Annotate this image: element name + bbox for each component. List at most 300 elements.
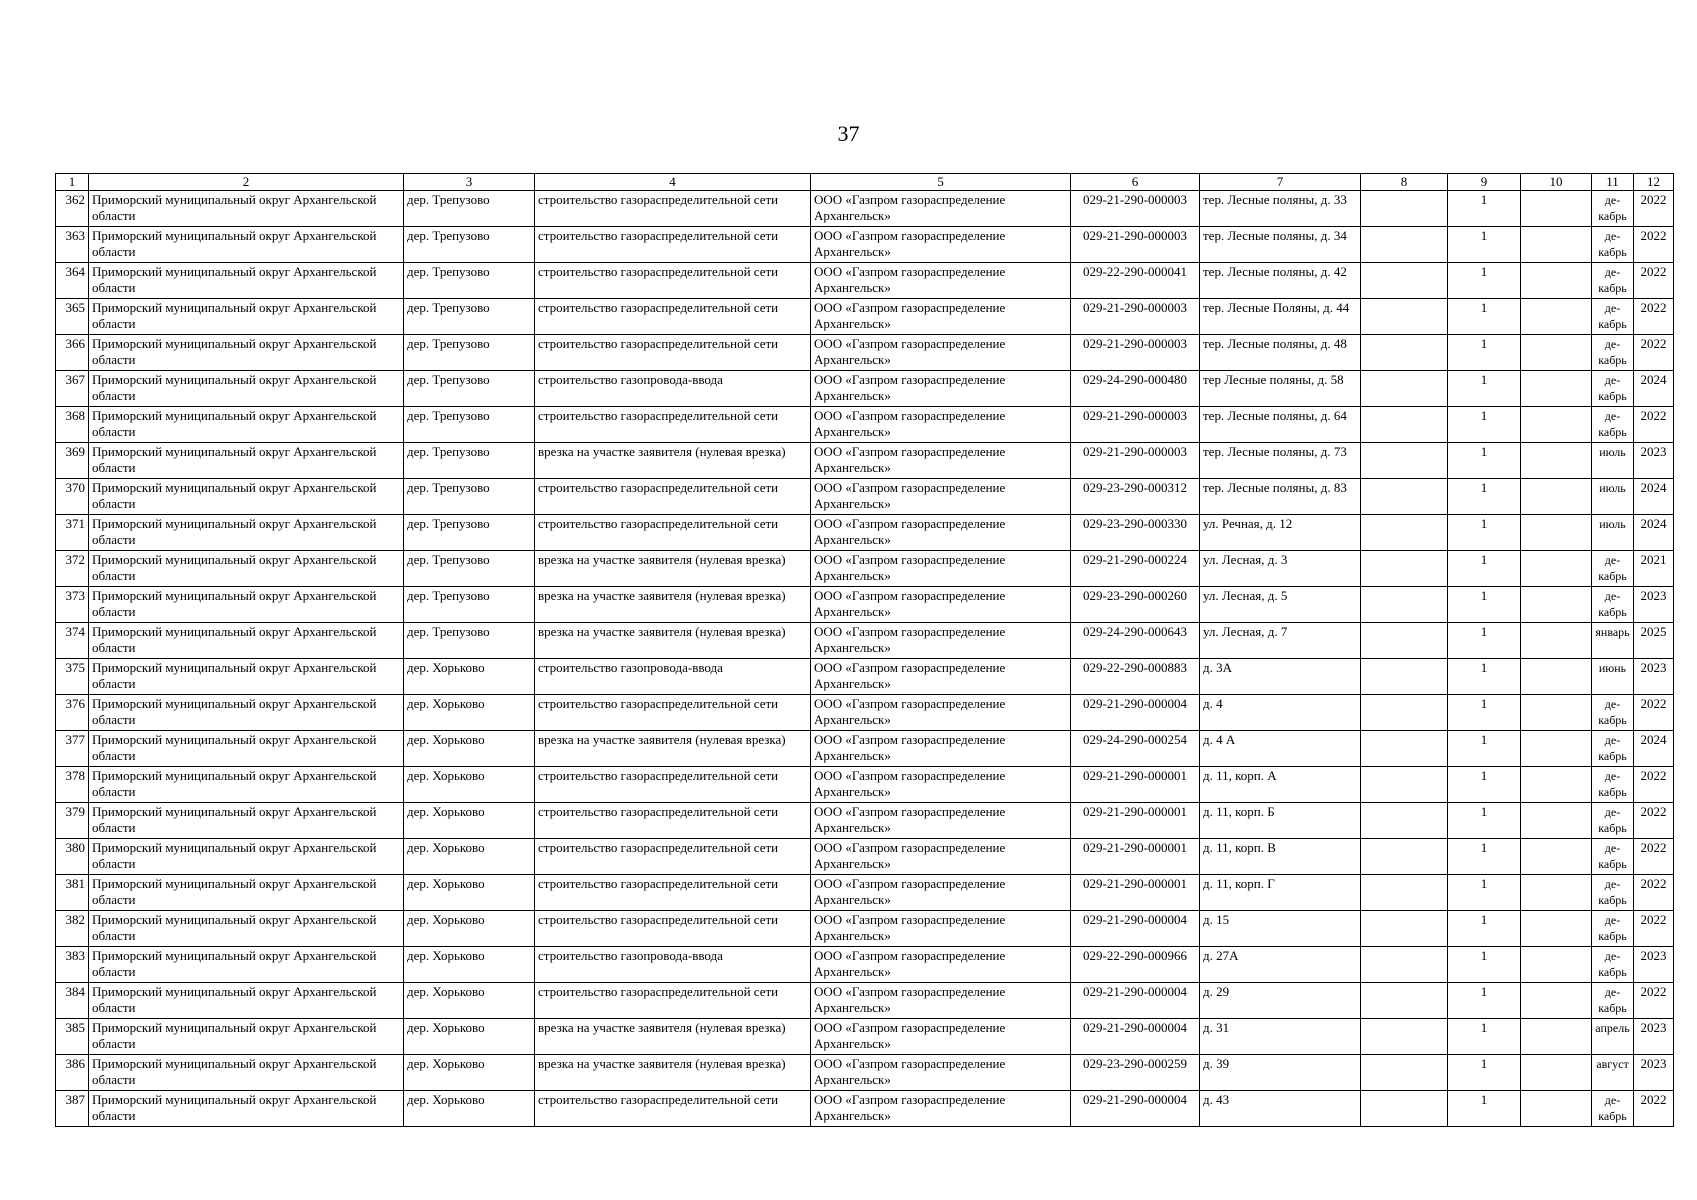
table-body xyxy=(56,191,1674,1127)
cell-address: д. 11, корп. В xyxy=(1200,839,1361,875)
cell-settlement: дер. Трепузово xyxy=(404,407,535,443)
cell-year: 2022 xyxy=(1634,983,1674,1019)
table-row xyxy=(56,587,1674,623)
cell-row-number: 373 xyxy=(56,587,89,623)
cell-month: де-кабрь xyxy=(1592,947,1634,983)
table-row xyxy=(56,371,1674,407)
cell-row-number: 378 xyxy=(56,767,89,803)
cell-month: де-кабрь xyxy=(1592,803,1634,839)
cell-month: январь xyxy=(1592,623,1634,659)
cell-settlement: дер. Хорьково xyxy=(404,983,535,1019)
cell-organization: ООО «Газпром газораспределение Архангельск» xyxy=(811,443,1071,479)
cell-year: 2022 xyxy=(1634,263,1674,299)
cell-col-10 xyxy=(1521,803,1592,839)
cell-settlement: дер. Хорьково xyxy=(404,731,535,767)
cell-settlement: дер. Трепузово xyxy=(404,191,535,227)
cell-organization: ООО «Газпром газораспределение Архангельск» xyxy=(811,911,1071,947)
cell-quantity: 1 xyxy=(1448,551,1521,587)
cell-organization: ООО «Газпром газораспределение Архангельск» xyxy=(811,947,1071,983)
cell-quantity: 1 xyxy=(1448,1055,1521,1091)
cell-contract-number: 029-21-290-000001 xyxy=(1071,839,1200,875)
cell-contract-number: 029-21-290-000001 xyxy=(1071,803,1200,839)
cell-address: ул. Речная, д. 12 xyxy=(1200,515,1361,551)
cell-col-8 xyxy=(1361,407,1448,443)
cell-address: ул. Лесная, д. 3 xyxy=(1200,551,1361,587)
cell-address: д. 4 xyxy=(1200,695,1361,731)
cell-col-10 xyxy=(1521,767,1592,803)
cell-year: 2022 xyxy=(1634,911,1674,947)
cell-address: д. 43 xyxy=(1200,1091,1361,1127)
cell-month: апрель xyxy=(1592,1019,1634,1055)
cell-municipality: Приморский муниципальный округ Архангельской области xyxy=(89,731,404,767)
cell-municipality: Приморский муниципальный округ Архангельской области xyxy=(89,443,404,479)
cell-settlement: дер. Трепузово xyxy=(404,299,535,335)
cell-address: тер. Лесные поляны, д. 83 xyxy=(1200,479,1361,515)
cell-quantity: 1 xyxy=(1448,335,1521,371)
cell-row-number: 362 xyxy=(56,191,89,227)
cell-col-10 xyxy=(1521,371,1592,407)
table-row xyxy=(56,407,1674,443)
table-row xyxy=(56,659,1674,695)
cell-col-8 xyxy=(1361,335,1448,371)
cell-month: де-кабрь xyxy=(1592,767,1634,803)
cell-address: тер. Лесные поляны, д. 64 xyxy=(1200,407,1361,443)
cell-contract-number: 029-21-290-000003 xyxy=(1071,227,1200,263)
cell-quantity: 1 xyxy=(1448,911,1521,947)
cell-quantity: 1 xyxy=(1448,983,1521,1019)
cell-row-number: 374 xyxy=(56,623,89,659)
table-row xyxy=(56,1091,1674,1127)
cell-row-number: 385 xyxy=(56,1019,89,1055)
cell-row-number: 375 xyxy=(56,659,89,695)
cell-organization: ООО «Газпром газораспределение Архангельск» xyxy=(811,191,1071,227)
cell-year: 2022 xyxy=(1634,407,1674,443)
cell-address: тер. Лесные Поляны, д. 44 xyxy=(1200,299,1361,335)
cell-col-8 xyxy=(1361,515,1448,551)
cell-month: де-кабрь xyxy=(1592,299,1634,335)
cell-col-10 xyxy=(1521,1091,1592,1127)
cell-municipality: Приморский муниципальный округ Архангельской области xyxy=(89,227,404,263)
cell-municipality: Приморский муниципальный округ Архангельской области xyxy=(89,659,404,695)
cell-organization: ООО «Газпром газораспределение Архангельск» xyxy=(811,299,1071,335)
column-header-12: 12 xyxy=(1634,174,1674,191)
cell-year: 2023 xyxy=(1634,659,1674,695)
table-row xyxy=(56,551,1674,587)
cell-row-number: 367 xyxy=(56,371,89,407)
cell-organization: ООО «Газпром газораспределение Архангельск» xyxy=(811,731,1071,767)
cell-organization: ООО «Газпром газораспределение Архангельск» xyxy=(811,1019,1071,1055)
cell-address: тер. Лесные поляны, д. 34 xyxy=(1200,227,1361,263)
cell-contract-number: 029-21-290-000004 xyxy=(1071,1091,1200,1127)
cell-settlement: дер. Трепузово xyxy=(404,587,535,623)
table-row xyxy=(56,191,1674,227)
cell-contract-number: 029-23-290-000259 xyxy=(1071,1055,1200,1091)
cell-address: ул. Лесная, д. 7 xyxy=(1200,623,1361,659)
cell-contract-number: 029-23-290-000260 xyxy=(1071,587,1200,623)
cell-settlement: дер. Хорьково xyxy=(404,947,535,983)
cell-quantity: 1 xyxy=(1448,947,1521,983)
cell-col-8 xyxy=(1361,983,1448,1019)
cell-quantity: 1 xyxy=(1448,1019,1521,1055)
cell-organization: ООО «Газпром газораспределение Архангельск» xyxy=(811,371,1071,407)
cell-work-type: врезка на участке заявителя (нулевая врезка) xyxy=(535,731,811,767)
cell-municipality: Приморский муниципальный округ Архангельской области xyxy=(89,335,404,371)
table-row xyxy=(56,947,1674,983)
cell-contract-number: 029-22-290-000041 xyxy=(1071,263,1200,299)
cell-col-10 xyxy=(1521,407,1592,443)
cell-organization: ООО «Газпром газораспределение Архангельск» xyxy=(811,839,1071,875)
cell-municipality: Приморский муниципальный округ Архангельской области xyxy=(89,1055,404,1091)
cell-contract-number: 029-24-290-000643 xyxy=(1071,623,1200,659)
cell-row-number: 364 xyxy=(56,263,89,299)
cell-quantity: 1 xyxy=(1448,263,1521,299)
cell-address: д. 31 xyxy=(1200,1019,1361,1055)
cell-month: де-кабрь xyxy=(1592,1091,1634,1127)
cell-year: 2022 xyxy=(1634,839,1674,875)
cell-quantity: 1 xyxy=(1448,227,1521,263)
cell-col-8 xyxy=(1361,1019,1448,1055)
cell-year: 2021 xyxy=(1634,551,1674,587)
cell-row-number: 379 xyxy=(56,803,89,839)
cell-col-8 xyxy=(1361,767,1448,803)
cell-month: де-кабрь xyxy=(1592,875,1634,911)
cell-organization: ООО «Газпром газораспределение Архангельск» xyxy=(811,227,1071,263)
cell-municipality: Приморский муниципальный округ Архангельской области xyxy=(89,695,404,731)
cell-contract-number: 029-23-290-000312 xyxy=(1071,479,1200,515)
cell-col-8 xyxy=(1361,479,1448,515)
cell-month: де-кабрь xyxy=(1592,407,1634,443)
column-header-10: 10 xyxy=(1521,174,1592,191)
cell-work-type: строительство газораспределительной сети xyxy=(535,227,811,263)
cell-address: тер. Лесные поляны, д. 73 xyxy=(1200,443,1361,479)
cell-month: де-кабрь xyxy=(1592,983,1634,1019)
cell-address: д. 11, корп. А xyxy=(1200,767,1361,803)
cell-quantity: 1 xyxy=(1448,1091,1521,1127)
cell-col-10 xyxy=(1521,191,1592,227)
cell-organization: ООО «Газпром газораспределение Архангельск» xyxy=(811,983,1071,1019)
cell-quantity: 1 xyxy=(1448,623,1521,659)
table-row xyxy=(56,695,1674,731)
cell-col-10 xyxy=(1521,443,1592,479)
cell-municipality: Приморский муниципальный округ Архангельской области xyxy=(89,191,404,227)
column-header-1: 1 xyxy=(56,174,89,191)
cell-organization: ООО «Газпром газораспределение Архангельск» xyxy=(811,695,1071,731)
cell-work-type: врезка на участке заявителя (нулевая врезка) xyxy=(535,1019,811,1055)
cell-col-10 xyxy=(1521,947,1592,983)
cell-contract-number: 029-21-290-000004 xyxy=(1071,1019,1200,1055)
cell-quantity: 1 xyxy=(1448,407,1521,443)
cell-col-8 xyxy=(1361,947,1448,983)
cell-address: тер Лесные поляны, д. 58 xyxy=(1200,371,1361,407)
cell-settlement: дер. Хорьково xyxy=(404,1091,535,1127)
cell-year: 2022 xyxy=(1634,1091,1674,1127)
cell-organization: ООО «Газпром газораспределение Архангельск» xyxy=(811,407,1071,443)
cell-col-10 xyxy=(1521,839,1592,875)
cell-settlement: дер. Трепузово xyxy=(404,623,535,659)
cell-settlement: дер. Хорьково xyxy=(404,911,535,947)
table-row xyxy=(56,443,1674,479)
cell-col-8 xyxy=(1361,1091,1448,1127)
cell-address: д. 29 xyxy=(1200,983,1361,1019)
cell-quantity: 1 xyxy=(1448,839,1521,875)
cell-quantity: 1 xyxy=(1448,443,1521,479)
cell-row-number: 380 xyxy=(56,839,89,875)
table-row xyxy=(56,1055,1674,1091)
cell-year: 2024 xyxy=(1634,731,1674,767)
cell-col-8 xyxy=(1361,623,1448,659)
cell-year: 2024 xyxy=(1634,479,1674,515)
cell-col-8 xyxy=(1361,1055,1448,1091)
page-number: 37 xyxy=(837,121,860,146)
cell-organization: ООО «Газпром газораспределение Архангельск» xyxy=(811,659,1071,695)
cell-contract-number: 029-22-290-000966 xyxy=(1071,947,1200,983)
cell-address: д. 4 А xyxy=(1200,731,1361,767)
table-row xyxy=(56,623,1674,659)
cell-work-type: строительство газораспределительной сети xyxy=(535,407,811,443)
cell-settlement: дер. Трепузово xyxy=(404,335,535,371)
cell-col-10 xyxy=(1521,731,1592,767)
cell-quantity: 1 xyxy=(1448,371,1521,407)
cell-work-type: строительство газораспределительной сети xyxy=(535,911,811,947)
cell-municipality: Приморский муниципальный округ Архангельской области xyxy=(89,983,404,1019)
cell-col-8 xyxy=(1361,551,1448,587)
column-header-4: 4 xyxy=(535,174,811,191)
cell-work-type: строительство газораспределительной сети xyxy=(535,803,811,839)
cell-month: де-кабрь xyxy=(1592,371,1634,407)
cell-quantity: 1 xyxy=(1448,299,1521,335)
cell-contract-number: 029-21-290-000003 xyxy=(1071,299,1200,335)
cell-work-type: строительство газораспределительной сети xyxy=(535,875,811,911)
cell-month: июль xyxy=(1592,515,1634,551)
cell-municipality: Приморский муниципальный округ Архангельской области xyxy=(89,767,404,803)
cell-contract-number: 029-21-290-000004 xyxy=(1071,983,1200,1019)
cell-col-10 xyxy=(1521,335,1592,371)
cell-work-type: строительство газопровода-ввода xyxy=(535,371,811,407)
cell-quantity: 1 xyxy=(1448,695,1521,731)
cell-row-number: 365 xyxy=(56,299,89,335)
cell-col-10 xyxy=(1521,983,1592,1019)
cell-work-type: врезка на участке заявителя (нулевая врезка) xyxy=(535,551,811,587)
cell-work-type: строительство газораспределительной сети xyxy=(535,767,811,803)
cell-year: 2022 xyxy=(1634,695,1674,731)
cell-col-10 xyxy=(1521,911,1592,947)
cell-address: д. 3А xyxy=(1200,659,1361,695)
cell-quantity: 1 xyxy=(1448,875,1521,911)
cell-organization: ООО «Газпром газораспределение Архангельск» xyxy=(811,875,1071,911)
cell-organization: ООО «Газпром газораспределение Архангельск» xyxy=(811,587,1071,623)
cell-contract-number: 029-21-290-000224 xyxy=(1071,551,1200,587)
cell-year: 2022 xyxy=(1634,227,1674,263)
cell-settlement: дер. Хорьково xyxy=(404,695,535,731)
column-header-5: 5 xyxy=(811,174,1071,191)
cell-settlement: дер. Хорьково xyxy=(404,875,535,911)
cell-settlement: дер. Трепузово xyxy=(404,551,535,587)
cell-work-type: строительство газораспределительной сети xyxy=(535,299,811,335)
cell-year: 2023 xyxy=(1634,443,1674,479)
cell-year: 2022 xyxy=(1634,803,1674,839)
cell-row-number: 370 xyxy=(56,479,89,515)
cell-col-8 xyxy=(1361,299,1448,335)
cell-row-number: 371 xyxy=(56,515,89,551)
cell-organization: ООО «Газпром газораспределение Архангельск» xyxy=(811,803,1071,839)
cell-contract-number: 029-21-290-000001 xyxy=(1071,767,1200,803)
column-header-9: 9 xyxy=(1448,174,1521,191)
cell-contract-number: 029-21-290-000003 xyxy=(1071,443,1200,479)
cell-month: де-кабрь xyxy=(1592,227,1634,263)
cell-municipality: Приморский муниципальный округ Архангельской области xyxy=(89,551,404,587)
cell-year: 2022 xyxy=(1634,335,1674,371)
cell-col-8 xyxy=(1361,875,1448,911)
cell-organization: ООО «Газпром газораспределение Архангельск» xyxy=(811,767,1071,803)
cell-col-8 xyxy=(1361,191,1448,227)
column-number-row xyxy=(56,174,1674,191)
cell-year: 2023 xyxy=(1634,587,1674,623)
cell-col-10 xyxy=(1521,1055,1592,1091)
cell-year: 2023 xyxy=(1634,1055,1674,1091)
cell-month: август xyxy=(1592,1055,1634,1091)
cell-month: де-кабрь xyxy=(1592,587,1634,623)
cell-organization: ООО «Газпром газораспределение Архангельск» xyxy=(811,623,1071,659)
cell-municipality: Приморский муниципальный округ Архангельской области xyxy=(89,587,404,623)
cell-row-number: 381 xyxy=(56,875,89,911)
cell-organization: ООО «Газпром газораспределение Архангельск» xyxy=(811,263,1071,299)
table-row xyxy=(56,911,1674,947)
cell-work-type: строительство газораспределительной сети xyxy=(535,983,811,1019)
cell-municipality: Приморский муниципальный округ Архангельской области xyxy=(89,911,404,947)
table-row xyxy=(56,803,1674,839)
table-row xyxy=(56,731,1674,767)
cell-work-type: строительство газопровода-ввода xyxy=(535,659,811,695)
registry-table xyxy=(55,173,1674,1127)
cell-col-10 xyxy=(1521,299,1592,335)
cell-col-10 xyxy=(1521,659,1592,695)
cell-organization: ООО «Газпром газораспределение Архангельск» xyxy=(811,335,1071,371)
column-header-2: 2 xyxy=(89,174,404,191)
cell-col-10 xyxy=(1521,875,1592,911)
cell-work-type: врезка на участке заявителя (нулевая врезка) xyxy=(535,587,811,623)
cell-year: 2022 xyxy=(1634,299,1674,335)
cell-municipality: Приморский муниципальный округ Архангельской области xyxy=(89,875,404,911)
cell-month: де-кабрь xyxy=(1592,695,1634,731)
cell-month: де-кабрь xyxy=(1592,263,1634,299)
cell-municipality: Приморский муниципальный округ Архангельской области xyxy=(89,299,404,335)
cell-col-8 xyxy=(1361,695,1448,731)
cell-col-8 xyxy=(1361,371,1448,407)
table-row xyxy=(56,839,1674,875)
cell-month: июнь xyxy=(1592,659,1634,695)
cell-col-8 xyxy=(1361,659,1448,695)
table-row xyxy=(56,515,1674,551)
cell-quantity: 1 xyxy=(1448,659,1521,695)
cell-row-number: 387 xyxy=(56,1091,89,1127)
cell-quantity: 1 xyxy=(1448,479,1521,515)
cell-month: де-кабрь xyxy=(1592,191,1634,227)
table-row xyxy=(56,875,1674,911)
cell-col-10 xyxy=(1521,1019,1592,1055)
cell-municipality: Приморский муниципальный округ Архангельской области xyxy=(89,371,404,407)
cell-municipality: Приморский муниципальный округ Архангельской области xyxy=(89,1019,404,1055)
cell-work-type: строительство газопровода-ввода xyxy=(535,947,811,983)
cell-row-number: 368 xyxy=(56,407,89,443)
cell-month: де-кабрь xyxy=(1592,551,1634,587)
cell-year: 2023 xyxy=(1634,1019,1674,1055)
cell-col-10 xyxy=(1521,263,1592,299)
cell-settlement: дер. Хорьково xyxy=(404,1019,535,1055)
cell-col-8 xyxy=(1361,731,1448,767)
cell-address: д. 11, корп. Г xyxy=(1200,875,1361,911)
cell-work-type: строительство газораспределительной сети xyxy=(535,695,811,731)
cell-settlement: дер. Трепузово xyxy=(404,443,535,479)
cell-row-number: 382 xyxy=(56,911,89,947)
cell-quantity: 1 xyxy=(1448,515,1521,551)
cell-address: д. 27А xyxy=(1200,947,1361,983)
cell-col-8 xyxy=(1361,443,1448,479)
cell-contract-number: 029-24-290-000254 xyxy=(1071,731,1200,767)
cell-year: 2022 xyxy=(1634,767,1674,803)
cell-work-type: строительство газораспределительной сети xyxy=(535,839,811,875)
cell-municipality: Приморский муниципальный округ Архангельской области xyxy=(89,947,404,983)
cell-municipality: Приморский муниципальный округ Архангельской области xyxy=(89,839,404,875)
cell-municipality: Приморский муниципальный округ Архангельской области xyxy=(89,407,404,443)
cell-month: июль xyxy=(1592,443,1634,479)
cell-col-8 xyxy=(1361,587,1448,623)
cell-row-number: 384 xyxy=(56,983,89,1019)
table-row xyxy=(56,335,1674,371)
cell-month: де-кабрь xyxy=(1592,839,1634,875)
cell-settlement: дер. Трепузово xyxy=(404,371,535,407)
cell-work-type: строительство газораспределительной сети xyxy=(535,191,811,227)
cell-organization: ООО «Газпром газораспределение Архангельск» xyxy=(811,515,1071,551)
cell-col-8 xyxy=(1361,263,1448,299)
cell-contract-number: 029-21-290-000001 xyxy=(1071,875,1200,911)
cell-col-8 xyxy=(1361,803,1448,839)
cell-contract-number: 029-21-290-000004 xyxy=(1071,911,1200,947)
cell-row-number: 366 xyxy=(56,335,89,371)
column-header-11: 11 xyxy=(1592,174,1634,191)
cell-quantity: 1 xyxy=(1448,767,1521,803)
cell-contract-number: 029-21-290-000004 xyxy=(1071,695,1200,731)
cell-work-type: врезка на участке заявителя (нулевая врезка) xyxy=(535,443,811,479)
cell-col-10 xyxy=(1521,515,1592,551)
cell-work-type: строительство газораспределительной сети xyxy=(535,335,811,371)
cell-col-10 xyxy=(1521,551,1592,587)
table-row xyxy=(56,767,1674,803)
cell-contract-number: 029-21-290-000003 xyxy=(1071,407,1200,443)
column-header-3: 3 xyxy=(404,174,535,191)
cell-organization: ООО «Газпром газораспределение Архангельск» xyxy=(811,1055,1071,1091)
cell-organization: ООО «Газпром газораспределение Архангельск» xyxy=(811,479,1071,515)
cell-municipality: Приморский муниципальный округ Архангельской области xyxy=(89,479,404,515)
cell-municipality: Приморский муниципальный округ Архангельской области xyxy=(89,263,404,299)
cell-contract-number: 029-24-290-000480 xyxy=(1071,371,1200,407)
cell-col-10 xyxy=(1521,587,1592,623)
cell-year: 2025 xyxy=(1634,623,1674,659)
cell-quantity: 1 xyxy=(1448,803,1521,839)
cell-year: 2023 xyxy=(1634,947,1674,983)
cell-contract-number: 029-21-290-000003 xyxy=(1071,335,1200,371)
cell-month: де-кабрь xyxy=(1592,911,1634,947)
cell-row-number: 386 xyxy=(56,1055,89,1091)
cell-settlement: дер. Хорьково xyxy=(404,659,535,695)
cell-settlement: дер. Хорьково xyxy=(404,1055,535,1091)
cell-settlement: дер. Хорьково xyxy=(404,767,535,803)
table-row xyxy=(56,983,1674,1019)
table-row xyxy=(56,1019,1674,1055)
cell-work-type: строительство газораспределительной сети xyxy=(535,479,811,515)
cell-row-number: 372 xyxy=(56,551,89,587)
cell-month: де-кабрь xyxy=(1592,731,1634,767)
cell-work-type: строительство газораспределительной сети xyxy=(535,263,811,299)
